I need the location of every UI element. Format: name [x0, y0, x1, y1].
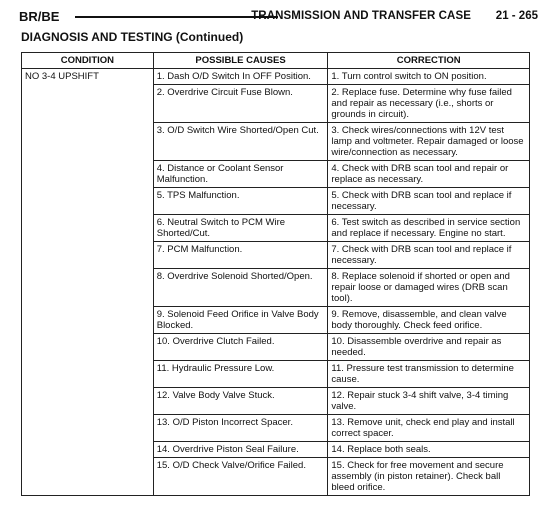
possible-cause-cell: 7. PCM Malfunction. — [153, 242, 328, 269]
possible-cause-cell: 8. Overdrive Solenoid Shorted/Open. — [153, 269, 328, 307]
correction-cell: 12. Repair stuck 3-4 shift valve, 3-4 timing valve. — [328, 388, 530, 415]
header-rule — [75, 16, 278, 18]
possible-cause-cell: 5. TPS Malfunction. — [153, 188, 328, 215]
possible-cause-cell: 9. Solenoid Feed Orifice in Valve Body Blocked. — [153, 307, 328, 334]
correction-cell: 6. Test switch as described in service section and replace if necessary. Engine no start. — [328, 215, 530, 242]
possible-cause-cell: 15. O/D Check Valve/Orifice Failed. — [153, 458, 328, 496]
correction-cell: 10. Disassemble overdrive and repair as needed. — [328, 334, 530, 361]
correction-cell: 9. Remove, disassemble, and clean valve body thoroughly. Check feed orifice. — [328, 307, 530, 334]
correction-cell: 13. Remove unit, check end play and install correct spacer. — [328, 415, 530, 442]
correction-cell: 8. Replace solenoid if shorted or open and repair loose or damaged wires (DRB scan tool). — [328, 269, 530, 307]
correction-cell: 3. Check wires/connections with 12V test lamp and voltmeter. Repair damaged or loose wire/connection as necessary. — [328, 123, 530, 161]
correction-cell: 14. Replace both seals. — [328, 442, 530, 458]
correction-cell: 4. Check with DRB scan tool and repair or replace as necessary. — [328, 161, 530, 188]
header-page-number: 21 - 265 — [495, 10, 538, 22]
header-vehicle-code: BR/BE — [19, 9, 60, 24]
possible-cause-cell: 13. O/D Piston Incorrect Spacer. — [153, 415, 328, 442]
possible-cause-cell: 4. Distance or Coolant Sensor Malfunction. — [153, 161, 328, 188]
header-title: TRANSMISSION AND TRANSFER CASE — [251, 10, 471, 22]
diagnosis-table — [21, 52, 530, 496]
possible-cause-cell: 11. Hydraulic Pressure Low. — [153, 361, 328, 388]
possible-cause-cell: 1. Dash O/D Switch In OFF Position. — [153, 69, 328, 85]
possible-cause-cell: 6. Neutral Switch to PCM Wire Shorted/Cut. — [153, 215, 328, 242]
possible-cause-cell: 12. Valve Body Valve Stuck. — [153, 388, 328, 415]
correction-cell: 15. Check for free movement and secure assembly (in piston retainer). Check ball bleed orifice. — [328, 458, 530, 496]
correction-cell: 11. Pressure test transmission to determine cause. — [328, 361, 530, 388]
possible-cause-cell: 2. Overdrive Circuit Fuse Blown. — [153, 85, 328, 123]
table-header-row — [22, 53, 530, 69]
section-title: DIAGNOSIS AND TESTING (Continued) — [21, 30, 244, 44]
correction-cell: 1. Turn control switch to ON position. — [328, 69, 530, 85]
possible-cause-cell: 10. Overdrive Clutch Failed. — [153, 334, 328, 361]
column-header-possible-causes: POSSIBLE CAUSES — [153, 53, 328, 69]
possible-cause-cell: 14. Overdrive Piston Seal Failure. — [153, 442, 328, 458]
correction-cell: 5. Check with DRB scan tool and replace if necessary. — [328, 188, 530, 215]
column-header-condition: CONDITION — [22, 53, 154, 69]
correction-cell: 7. Check with DRB scan tool and replace if necessary. — [328, 242, 530, 269]
condition-cell: NO 3-4 UPSHIFT — [22, 69, 154, 496]
possible-cause-cell: 3. O/D Switch Wire Shorted/Open Cut. — [153, 123, 328, 161]
column-header-correction: CORRECTION — [328, 53, 530, 69]
page-header — [19, 7, 538, 25]
table-body — [22, 69, 530, 496]
table-row — [22, 69, 530, 85]
correction-cell: 2. Replace fuse. Determine why fuse failed and repair as necessary (i.e., shorts or grounds in circuit). — [328, 85, 530, 123]
